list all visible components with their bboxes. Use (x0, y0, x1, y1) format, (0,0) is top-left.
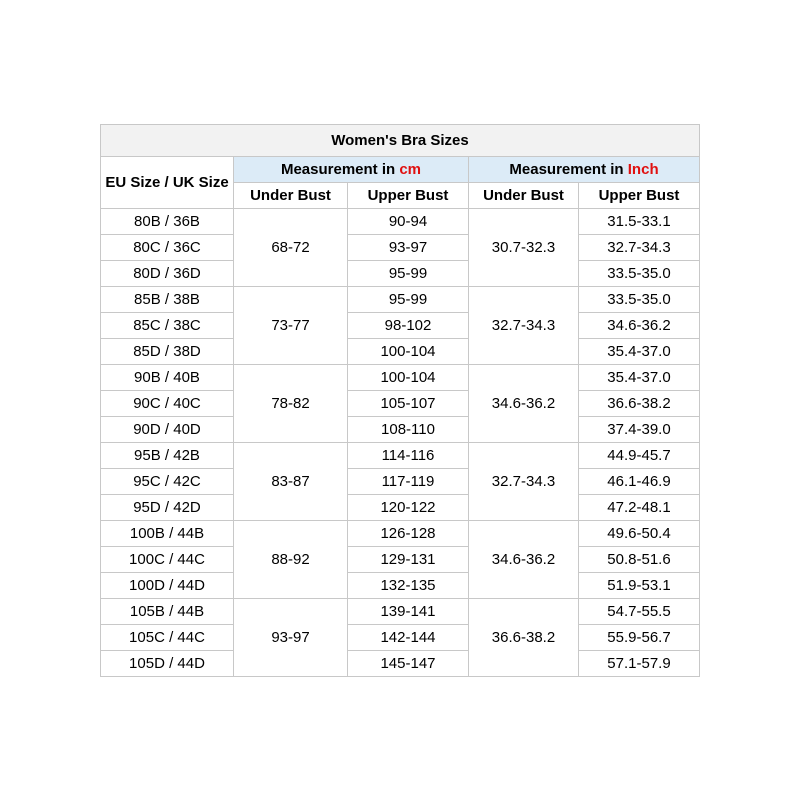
upper-bust-cm-cell: 90-94 (348, 209, 469, 235)
table-row (101, 235, 700, 261)
table-row (101, 495, 700, 521)
under-bust-inch-header: Under Bust (469, 183, 579, 209)
upper-bust-inch-cell: 55.9-56.7 (579, 625, 700, 651)
table-row (101, 313, 700, 339)
table-row (101, 651, 700, 677)
table-row (101, 391, 700, 417)
upper-bust-inch-cell: 37.4-39.0 (579, 417, 700, 443)
size-cell: 100C / 44C (101, 547, 234, 573)
upper-bust-cm-cell: 132-135 (348, 573, 469, 599)
size-cell: 105C / 44C (101, 625, 234, 651)
upper-bust-inch-cell: 54.7-55.5 (579, 599, 700, 625)
size-cell: 95D / 42D (101, 495, 234, 521)
inch-unit-label: Inch (627, 161, 659, 178)
upper-bust-cm-cell: 95-99 (348, 287, 469, 313)
table-body (101, 209, 700, 677)
under-bust-inch-cell: 34.6-36.2 (469, 521, 579, 599)
upper-bust-inch-cell: 44.9-45.7 (579, 443, 700, 469)
upper-bust-cm-cell: 100-104 (348, 339, 469, 365)
upper-bust-inch-cell: 33.5-35.0 (579, 261, 700, 287)
table-row (101, 443, 700, 469)
upper-bust-inch-cell: 46.1-46.9 (579, 469, 700, 495)
under-bust-inch-cell: 36.6-38.2 (469, 599, 579, 677)
under-bust-cm-cell: 73-77 (234, 287, 348, 365)
table-row (101, 261, 700, 287)
upper-bust-cm-cell: 129-131 (348, 547, 469, 573)
table-row (101, 521, 700, 547)
size-cell: 100B / 44B (101, 521, 234, 547)
upper-bust-cm-cell: 145-147 (348, 651, 469, 677)
cm-unit-label: cm (399, 161, 422, 178)
table-row (101, 469, 700, 495)
bra-size-table (100, 124, 700, 677)
size-cell: 85C / 38C (101, 313, 234, 339)
size-cell: 100D / 44D (101, 573, 234, 599)
upper-bust-cm-cell: 100-104 (348, 365, 469, 391)
upper-bust-inch-cell: 35.4-37.0 (579, 339, 700, 365)
upper-bust-cm-cell: 105-107 (348, 391, 469, 417)
table-row (101, 599, 700, 625)
table-title: Women's Bra Sizes (101, 125, 700, 157)
upper-bust-cm-cell: 126-128 (348, 521, 469, 547)
under-bust-inch-cell: 32.7-34.3 (469, 287, 579, 365)
upper-bust-cm-cell: 114-116 (348, 443, 469, 469)
size-cell: 80B / 36B (101, 209, 234, 235)
upper-bust-cm-cell: 95-99 (348, 261, 469, 287)
under-bust-cm-cell: 78-82 (234, 365, 348, 443)
eu-uk-size-header: EU Size / UK Size (101, 157, 234, 209)
upper-bust-inch-header: Upper Bust (579, 183, 700, 209)
upper-bust-inch-cell: 31.5-33.1 (579, 209, 700, 235)
table-row (101, 209, 700, 235)
upper-bust-inch-cell: 51.9-53.1 (579, 573, 700, 599)
under-bust-cm-cell: 83-87 (234, 443, 348, 521)
table-row (101, 573, 700, 599)
size-cell: 90B / 40B (101, 365, 234, 391)
upper-bust-cm-cell: 117-119 (348, 469, 469, 495)
under-bust-inch-cell: 30.7-32.3 (469, 209, 579, 287)
table-row (101, 625, 700, 651)
table-row (101, 287, 700, 313)
size-cell: 105D / 44D (101, 651, 234, 677)
size-cell: 85B / 38B (101, 287, 234, 313)
under-bust-cm-cell: 93-97 (234, 599, 348, 677)
upper-bust-inch-cell: 57.1-57.9 (579, 651, 700, 677)
measurement-inch-header: Measurement in Inch (469, 157, 700, 183)
under-bust-cm-cell: 88-92 (234, 521, 348, 599)
under-bust-cm-header: Under Bust (234, 183, 348, 209)
upper-bust-inch-cell: 32.7-34.3 (579, 235, 700, 261)
upper-bust-cm-cell: 120-122 (348, 495, 469, 521)
size-cell: 95C / 42C (101, 469, 234, 495)
upper-bust-cm-cell: 139-141 (348, 599, 469, 625)
upper-bust-cm-cell: 98-102 (348, 313, 469, 339)
table-row (101, 547, 700, 573)
upper-bust-inch-cell: 34.6-36.2 (579, 313, 700, 339)
upper-bust-cm-cell: 93-97 (348, 235, 469, 261)
upper-bust-cm-header: Upper Bust (348, 183, 469, 209)
size-cell: 80C / 36C (101, 235, 234, 261)
upper-bust-cm-cell: 142-144 (348, 625, 469, 651)
measurement-cm-header: Measurement in cm (234, 157, 469, 183)
upper-bust-inch-cell: 50.8-51.6 (579, 547, 700, 573)
size-cell: 90C / 40C (101, 391, 234, 417)
table-row (101, 339, 700, 365)
under-bust-cm-cell: 68-72 (234, 209, 348, 287)
size-cell: 105B / 44B (101, 599, 234, 625)
table-row (101, 365, 700, 391)
size-cell: 90D / 40D (101, 417, 234, 443)
upper-bust-inch-cell: 47.2-48.1 (579, 495, 700, 521)
under-bust-inch-cell: 32.7-34.3 (469, 443, 579, 521)
upper-bust-inch-cell: 49.6-50.4 (579, 521, 700, 547)
size-cell: 95B / 42B (101, 443, 234, 469)
upper-bust-cm-cell: 108-110 (348, 417, 469, 443)
upper-bust-inch-cell: 33.5-35.0 (579, 287, 700, 313)
table-row (101, 417, 700, 443)
size-cell: 80D / 36D (101, 261, 234, 287)
under-bust-inch-cell: 34.6-36.2 (469, 365, 579, 443)
size-cell: 85D / 38D (101, 339, 234, 365)
upper-bust-inch-cell: 35.4-37.0 (579, 365, 700, 391)
upper-bust-inch-cell: 36.6-38.2 (579, 391, 700, 417)
